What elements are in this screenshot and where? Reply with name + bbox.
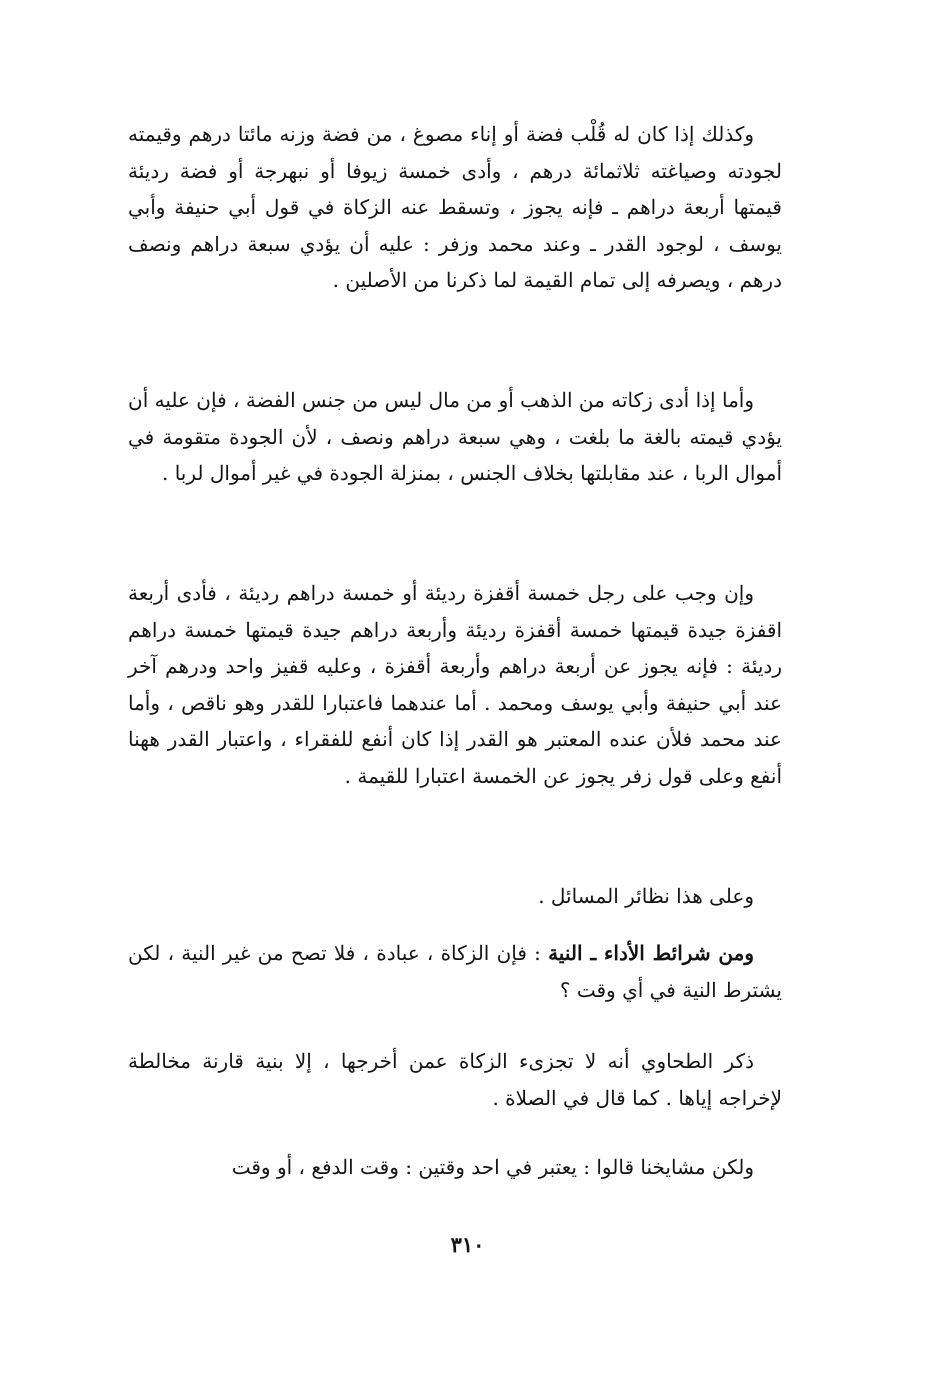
- paragraph-analogues: [128, 878, 782, 915]
- section-heading-continuation: : فإن الزكاة ، عبادة ، فلا تصح من غير النية ، لكن يشترط النية في أي وقت ؟: [128, 941, 782, 1002]
- paragraph-tahawi: [128, 1043, 782, 1116]
- paragraph-text: وعلى هذا نظائر المسائل .: [538, 884, 754, 908]
- paragraph-text: وإن وجب على رجل خمسة أقفزة رديئة أو خمسة دراهم رديئة ، فأدى أربعة اقفزة جيدة قيمتها خمسة أقفزة رديئة وأربعة دراهم جيدة قيمتها خمسة دراهم رديئة : فإنه يجوز عن أربعة دراهم وأربعة أقفزة ، وعليه قفيز واحد ودرهم آخر عند أبي حنيفة وأبي يوسف ومحمد . أما عندهما فاعتبارا للقدر وهو ناقص ، وأما عند محمد فلأن عنده المعتبر هو القدر إذا كان أنفع للفقراء ، واعتبار القدر ههنا أنفع وعلى قول زفر يجوز عن الخمسة اعتبارا للقيمة .: [128, 581, 782, 788]
- section-heading: ومن شرائط الأداء ـ النية: [548, 941, 754, 965]
- paragraph-text: وكذلك إذا كان له قُلْب فضة أو إناء مصوغ ، من فضة وزنه مائتا درهم وقيمته لجودته وصياغته ثلاثمائة درهم ، وأدى خمسة زيوفا أو نبهرجة أو فضة رديئة قيمتها أربعة دراهم ـ فإنه يجوز ، وتسقط عنه الزكاة في قول أبي حنيفة وأبي يوسف ، لوجود القدر ـ وعند محمد وزفر : عليه أن يؤدي سبعة دراهم ونصف درهم ، ويصرفه إلى تمام القيمة لما ذكرنا من الأصلين .: [128, 122, 782, 292]
- paragraph-text: [128, 935, 782, 1008]
- paragraph-intention-condition: [128, 935, 782, 1008]
- paragraph-paying-in-gold: [128, 382, 782, 492]
- paragraph-shaykhs: [128, 1149, 782, 1186]
- paragraph-text: وأما إذا أدى زكاته من الذهب أو من مال ليس من جنس الفضة ، فإن عليه أن يؤدي قيمته بالغة ما بلغت ، وهي سبعة دراهم ونصف ، لأن الجودة متقومة في أموال الربا ، عند مقابلتها بخلاف الجنس ، بمنزلة الجودة في غير أموال لربا .: [128, 388, 782, 485]
- paragraph-text: ولكن مشايخنا قالوا : يعتبر في احد وقتين : وقت الدفع ، أو وقت: [231, 1155, 754, 1179]
- paragraph-gold-silver-vessel: [128, 116, 782, 299]
- paragraph-text: ذكر الطحاوي أنه لا تجزىء الزكاة عمن أخرجها ، إلا بنية قارنة مخالطة لإخراجه إياها . كما قال في الصلاة .: [128, 1049, 782, 1110]
- paragraph-measures-and-dirhams: [128, 575, 782, 794]
- page-number: ٣١٠: [450, 1232, 485, 1257]
